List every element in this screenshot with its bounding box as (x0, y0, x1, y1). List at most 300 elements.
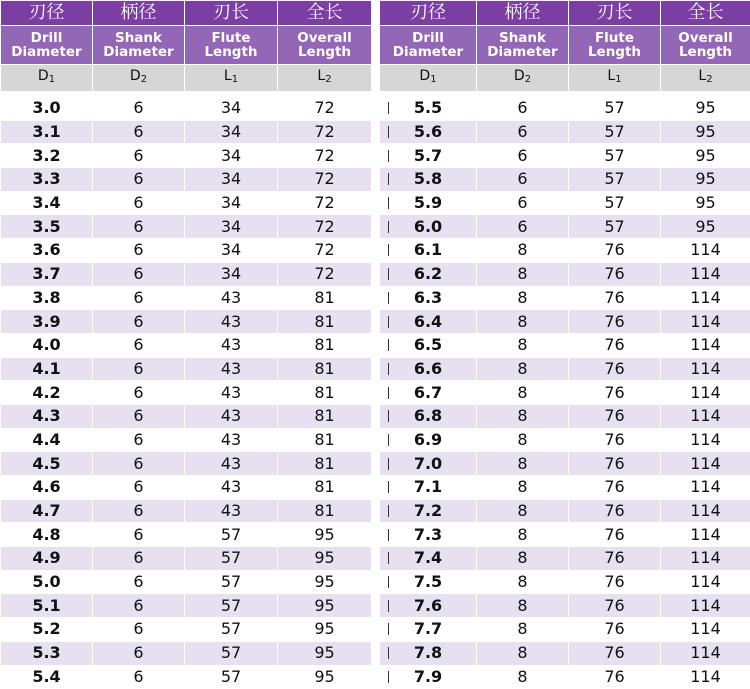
cell-overall-length: 114 (661, 594, 750, 618)
table-row (380, 381, 750, 405)
row-marker (388, 339, 389, 351)
cell-flute-length: 34 (185, 144, 278, 168)
cell-shank-diameter: 6 (93, 262, 185, 286)
spec-table-left (0, 0, 372, 689)
cell-drill-diameter: 5.9 (380, 191, 477, 215)
table-row (380, 476, 750, 500)
cell-shank-diameter: 6 (477, 168, 569, 192)
cell-shank-diameter: 6 (93, 144, 185, 168)
cell-drill-diameter: 3.2 (1, 144, 93, 168)
cell-overall-length: 81 (278, 428, 372, 452)
table-row (1, 333, 372, 357)
row-marker (388, 387, 389, 399)
table-row (1, 476, 372, 500)
cell-overall-length: 114 (661, 523, 750, 547)
cell-overall-length: 72 (278, 262, 372, 286)
cell-shank-diameter: 8 (477, 428, 569, 452)
row-marker (388, 458, 389, 470)
cell-overall-length: 114 (661, 239, 750, 263)
cell-flute-length: 43 (185, 404, 278, 428)
cell-drill-diameter: 6.2 (380, 262, 477, 286)
cell-flute-length: 43 (185, 357, 278, 381)
cell-overall-length: 95 (278, 665, 372, 689)
header-cn-flute-length: 刃长 (569, 1, 661, 26)
cell-shank-diameter: 6 (477, 97, 569, 121)
header-symbol-d1: $D_1$ (380, 65, 477, 92)
cell-flute-length: 34 (185, 191, 278, 215)
row-marker (388, 552, 389, 564)
cell-shank-diameter: 8 (477, 665, 569, 689)
cell-shank-diameter: 8 (477, 262, 569, 286)
header-en-shank-diameter: Shank Diameter (477, 26, 569, 65)
header-symbol-l2: $L_2$ (278, 65, 372, 92)
cell-drill-diameter: 3.8 (1, 286, 93, 310)
cell-flute-length: 76 (569, 262, 661, 286)
cell-shank-diameter: 6 (93, 594, 185, 618)
table-row (1, 239, 372, 263)
table-row (380, 665, 750, 689)
cell-flute-length: 76 (569, 547, 661, 571)
cell-drill-diameter: 4.7 (1, 499, 93, 523)
table-row (1, 665, 372, 689)
cell-shank-diameter: 6 (93, 547, 185, 571)
table-row (1, 97, 372, 121)
table-row (1, 452, 372, 476)
table-row (1, 499, 372, 523)
cell-shank-diameter: 6 (93, 215, 185, 239)
cell-drill-diameter: 6.1 (380, 239, 477, 263)
table-row (1, 215, 372, 239)
table-row (1, 404, 372, 428)
cell-flute-length: 34 (185, 97, 278, 121)
cell-shank-diameter: 8 (477, 499, 569, 523)
cell-shank-diameter: 6 (93, 191, 185, 215)
cell-drill-diameter: 5.2 (1, 618, 93, 642)
cell-shank-diameter: 8 (477, 357, 569, 381)
cell-flute-length: 76 (569, 523, 661, 547)
cell-drill-diameter: 4.5 (1, 452, 93, 476)
header-en-overall-length: Overall Length (278, 26, 372, 65)
cell-drill-diameter: 4.9 (1, 547, 93, 571)
table-row (1, 570, 372, 594)
table-row (380, 215, 750, 239)
cell-flute-length: 57 (569, 120, 661, 144)
table-row (1, 357, 372, 381)
row-marker (388, 197, 389, 209)
cell-flute-length: 57 (569, 144, 661, 168)
table-row (380, 499, 750, 523)
cell-shank-diameter: 8 (477, 641, 569, 665)
row-marker (388, 410, 389, 422)
cell-flute-length: 76 (569, 286, 661, 310)
cell-drill-diameter: 6.3 (380, 286, 477, 310)
row-marker (388, 529, 389, 541)
table-row (380, 594, 750, 618)
table-row (380, 120, 750, 144)
cell-flute-length: 43 (185, 333, 278, 357)
cell-drill-diameter: 3.4 (1, 191, 93, 215)
cell-flute-length: 76 (569, 381, 661, 405)
table-row (380, 428, 750, 452)
cell-flute-length: 57 (569, 191, 661, 215)
header-cn-drill-diameter: 刃径 (380, 1, 477, 26)
cell-shank-diameter: 8 (477, 547, 569, 571)
header-cn-overall-length: 全长 (661, 1, 750, 26)
cell-flute-length: 57 (569, 168, 661, 192)
cell-drill-diameter: 4.0 (1, 333, 93, 357)
cell-flute-length: 57 (185, 547, 278, 571)
row-marker (388, 647, 389, 659)
cell-overall-length: 114 (661, 641, 750, 665)
cell-drill-diameter: 6.7 (380, 381, 477, 405)
cell-overall-length: 114 (661, 333, 750, 357)
cell-overall-length: 95 (661, 215, 750, 239)
cell-shank-diameter: 6 (93, 665, 185, 689)
cell-overall-length: 114 (661, 404, 750, 428)
row-marker (388, 292, 389, 304)
row-marker (388, 244, 389, 256)
cell-flute-length: 43 (185, 428, 278, 452)
table-row (380, 547, 750, 571)
cell-overall-length: 95 (278, 570, 372, 594)
header-en-drill-diameter: Drill Diameter (1, 26, 93, 65)
row-marker (388, 505, 389, 517)
cell-shank-diameter: 6 (93, 499, 185, 523)
cell-overall-length: 81 (278, 404, 372, 428)
cell-overall-length: 81 (278, 286, 372, 310)
table-row (380, 404, 750, 428)
header-symbol-l2: $L_2$ (661, 65, 750, 92)
cell-shank-diameter: 8 (477, 404, 569, 428)
cell-drill-diameter: 7.3 (380, 523, 477, 547)
cell-shank-diameter: 8 (477, 523, 569, 547)
cell-drill-diameter: 3.9 (1, 310, 93, 334)
cell-flute-length: 57 (185, 641, 278, 665)
cell-drill-diameter: 6.4 (380, 310, 477, 334)
cell-overall-length: 72 (278, 168, 372, 192)
cell-drill-diameter: 4.4 (1, 428, 93, 452)
table-row (380, 357, 750, 381)
cell-flute-length: 76 (569, 310, 661, 334)
cell-shank-diameter: 6 (93, 97, 185, 121)
table-row (1, 168, 372, 192)
cell-overall-length: 95 (661, 120, 750, 144)
cell-drill-diameter: 5.3 (1, 641, 93, 665)
table-row (1, 191, 372, 215)
cell-overall-length: 81 (278, 476, 372, 500)
cell-overall-length: 114 (661, 262, 750, 286)
cell-flute-length: 76 (569, 665, 661, 689)
table-row (1, 262, 372, 286)
cell-shank-diameter: 8 (477, 239, 569, 263)
cell-shank-diameter: 6 (93, 286, 185, 310)
cell-drill-diameter: 7.1 (380, 476, 477, 500)
cell-flute-length: 57 (185, 665, 278, 689)
cell-shank-diameter: 6 (93, 452, 185, 476)
header-cn-shank-diameter: 柄径 (477, 1, 569, 26)
cell-shank-diameter: 6 (477, 144, 569, 168)
table-row (1, 523, 372, 547)
header-cn-flute-length: 刃长 (185, 1, 278, 26)
row-marker (388, 173, 389, 185)
cell-drill-diameter: 5.6 (380, 120, 477, 144)
cell-drill-diameter: 6.6 (380, 357, 477, 381)
cell-shank-diameter: 6 (93, 357, 185, 381)
cell-flute-length: 76 (569, 452, 661, 476)
cell-overall-length: 81 (278, 381, 372, 405)
cell-overall-length: 114 (661, 452, 750, 476)
cell-drill-diameter: 5.5 (380, 97, 477, 121)
cell-drill-diameter: 6.0 (380, 215, 477, 239)
cell-flute-length: 43 (185, 381, 278, 405)
header-en-flute-length: Flute Length (569, 26, 661, 65)
table-row (1, 120, 372, 144)
header-symbol-d2: $D_2$ (477, 65, 569, 92)
cell-overall-length: 95 (278, 547, 372, 571)
row-marker (388, 600, 389, 612)
table-row (380, 570, 750, 594)
column-separator (371, 0, 379, 682)
row-marker (388, 150, 389, 162)
cell-drill-diameter: 5.4 (1, 665, 93, 689)
header-en-drill-diameter: Drill Diameter (380, 26, 477, 65)
table-row (380, 97, 750, 121)
table-row (1, 547, 372, 571)
cell-overall-length: 114 (661, 499, 750, 523)
row-marker (388, 623, 389, 635)
cell-drill-diameter: 3.0 (1, 97, 93, 121)
cell-drill-diameter: 7.6 (380, 594, 477, 618)
table-row (380, 144, 750, 168)
cell-overall-length: 114 (661, 476, 750, 500)
cell-shank-diameter: 8 (477, 594, 569, 618)
cell-drill-diameter: 7.2 (380, 499, 477, 523)
table-row (380, 286, 750, 310)
cell-shank-diameter: 6 (93, 523, 185, 547)
cell-drill-diameter: 6.8 (380, 404, 477, 428)
cell-overall-length: 72 (278, 215, 372, 239)
spec-table-right (379, 0, 750, 689)
cell-overall-length: 114 (661, 381, 750, 405)
cell-flute-length: 57 (185, 523, 278, 547)
cell-flute-length: 43 (185, 476, 278, 500)
row-marker (388, 102, 389, 114)
cell-flute-length: 57 (185, 618, 278, 642)
table-row (1, 641, 372, 665)
cell-overall-length: 72 (278, 144, 372, 168)
cell-flute-length: 76 (569, 641, 661, 665)
row-marker (388, 221, 389, 233)
cell-drill-diameter: 5.8 (380, 168, 477, 192)
table-body-right (380, 97, 750, 689)
cell-drill-diameter: 5.1 (1, 594, 93, 618)
cell-drill-diameter: 5.0 (1, 570, 93, 594)
cell-shank-diameter: 6 (93, 641, 185, 665)
cell-overall-length: 114 (661, 547, 750, 571)
cell-shank-diameter: 8 (477, 618, 569, 642)
cell-overall-length: 95 (661, 144, 750, 168)
table-row (380, 523, 750, 547)
cell-shank-diameter: 6 (477, 120, 569, 144)
cell-overall-length: 95 (278, 594, 372, 618)
table-row (1, 618, 372, 642)
table-row (1, 144, 372, 168)
cell-flute-length: 76 (569, 570, 661, 594)
cell-drill-diameter: 7.0 (380, 452, 477, 476)
table-row (1, 381, 372, 405)
cell-flute-length: 34 (185, 168, 278, 192)
cell-overall-length: 95 (661, 168, 750, 192)
cell-flute-length: 57 (569, 97, 661, 121)
table-row (380, 452, 750, 476)
cell-overall-length: 114 (661, 570, 750, 594)
cell-shank-diameter: 6 (93, 239, 185, 263)
cell-overall-length: 81 (278, 357, 372, 381)
cell-overall-length: 114 (661, 665, 750, 689)
cell-drill-diameter: 7.9 (380, 665, 477, 689)
cell-overall-length: 114 (661, 428, 750, 452)
cell-drill-diameter: 3.3 (1, 168, 93, 192)
cell-shank-diameter: 8 (477, 286, 569, 310)
cell-drill-diameter: 4.6 (1, 476, 93, 500)
cell-drill-diameter: 4.3 (1, 404, 93, 428)
cell-shank-diameter: 6 (93, 428, 185, 452)
header-symbol-d2: $D_2$ (93, 65, 185, 92)
cell-drill-diameter: 7.8 (380, 641, 477, 665)
cell-shank-diameter: 8 (477, 570, 569, 594)
cell-shank-diameter: 6 (93, 168, 185, 192)
cell-drill-diameter: 3.6 (1, 239, 93, 263)
cell-flute-length: 76 (569, 594, 661, 618)
table-row (380, 641, 750, 665)
cell-overall-length: 81 (278, 310, 372, 334)
cell-overall-length: 114 (661, 357, 750, 381)
cell-overall-length: 81 (278, 452, 372, 476)
cell-flute-length: 43 (185, 452, 278, 476)
row-marker (388, 126, 389, 138)
cell-shank-diameter: 6 (477, 215, 569, 239)
table-row (1, 310, 372, 334)
header-en-shank-diameter: Shank Diameter (93, 26, 185, 65)
cell-overall-length: 95 (278, 523, 372, 547)
cell-flute-length: 34 (185, 120, 278, 144)
cell-flute-length: 43 (185, 286, 278, 310)
table-row (1, 286, 372, 310)
row-marker (388, 671, 389, 683)
cell-overall-length: 95 (278, 641, 372, 665)
cell-shank-diameter: 8 (477, 381, 569, 405)
table-row (380, 191, 750, 215)
cell-flute-length: 34 (185, 239, 278, 263)
cell-shank-diameter: 8 (477, 452, 569, 476)
cell-shank-diameter: 6 (93, 618, 185, 642)
cell-overall-length: 114 (661, 310, 750, 334)
row-marker (388, 363, 389, 375)
cell-drill-diameter: 3.1 (1, 120, 93, 144)
cell-drill-diameter: 7.4 (380, 547, 477, 571)
cell-flute-length: 34 (185, 262, 278, 286)
table-row (380, 333, 750, 357)
cell-overall-length: 114 (661, 618, 750, 642)
header-en-flute-length: Flute Length (185, 26, 278, 65)
cell-flute-length: 57 (185, 594, 278, 618)
cell-drill-diameter: 4.2 (1, 381, 93, 405)
cell-overall-length: 95 (661, 191, 750, 215)
header-symbol-l1: $L_1$ (569, 65, 661, 92)
row-marker (388, 481, 389, 493)
cell-flute-length: 76 (569, 428, 661, 452)
cell-flute-length: 43 (185, 499, 278, 523)
cell-shank-diameter: 6 (93, 381, 185, 405)
cell-shank-diameter: 6 (93, 333, 185, 357)
cell-drill-diameter: 4.1 (1, 357, 93, 381)
cell-overall-length: 72 (278, 191, 372, 215)
cell-flute-length: 34 (185, 215, 278, 239)
row-marker (388, 434, 389, 446)
cell-shank-diameter: 6 (93, 570, 185, 594)
cell-shank-diameter: 6 (93, 476, 185, 500)
table-row (380, 310, 750, 334)
row-marker (388, 316, 389, 328)
cell-flute-length: 43 (185, 310, 278, 334)
cell-flute-length: 57 (185, 570, 278, 594)
table-row (380, 618, 750, 642)
cell-shank-diameter: 6 (93, 120, 185, 144)
header-cn-overall-length: 全长 (278, 1, 372, 26)
cell-overall-length: 81 (278, 333, 372, 357)
cell-overall-length: 72 (278, 120, 372, 144)
cell-shank-diameter: 8 (477, 333, 569, 357)
cell-drill-diameter: 3.5 (1, 215, 93, 239)
cell-drill-diameter: 3.7 (1, 262, 93, 286)
table-body-left (1, 97, 372, 689)
cell-overall-length: 72 (278, 239, 372, 263)
cell-flute-length: 57 (569, 215, 661, 239)
header-symbol-d1: $D_1$ (1, 65, 93, 92)
cell-drill-diameter: 4.8 (1, 523, 93, 547)
row-marker (388, 576, 389, 588)
header-cn-drill-diameter: 刃径 (1, 1, 93, 26)
table-row (380, 168, 750, 192)
cell-flute-length: 76 (569, 618, 661, 642)
table-row (380, 262, 750, 286)
cell-shank-diameter: 6 (93, 310, 185, 334)
cell-flute-length: 76 (569, 499, 661, 523)
table-row (1, 428, 372, 452)
header-en-overall-length: Overall Length (661, 26, 750, 65)
header-symbol-l1: $L_1$ (185, 65, 278, 92)
cell-drill-diameter: 7.7 (380, 618, 477, 642)
cell-shank-diameter: 6 (93, 404, 185, 428)
table-row (380, 239, 750, 263)
cell-flute-length: 76 (569, 357, 661, 381)
cell-shank-diameter: 6 (477, 191, 569, 215)
cell-drill-diameter: 6.5 (380, 333, 477, 357)
cell-flute-length: 76 (569, 404, 661, 428)
cell-shank-diameter: 8 (477, 310, 569, 334)
cell-drill-diameter: 7.5 (380, 570, 477, 594)
row-marker (388, 268, 389, 280)
cell-overall-length: 72 (278, 97, 372, 121)
cell-overall-length: 114 (661, 286, 750, 310)
cell-flute-length: 76 (569, 239, 661, 263)
cell-shank-diameter: 8 (477, 476, 569, 500)
cell-flute-length: 76 (569, 476, 661, 500)
cell-flute-length: 76 (569, 333, 661, 357)
cell-overall-length: 95 (661, 97, 750, 121)
table-row (1, 594, 372, 618)
cell-drill-diameter: 5.7 (380, 144, 477, 168)
